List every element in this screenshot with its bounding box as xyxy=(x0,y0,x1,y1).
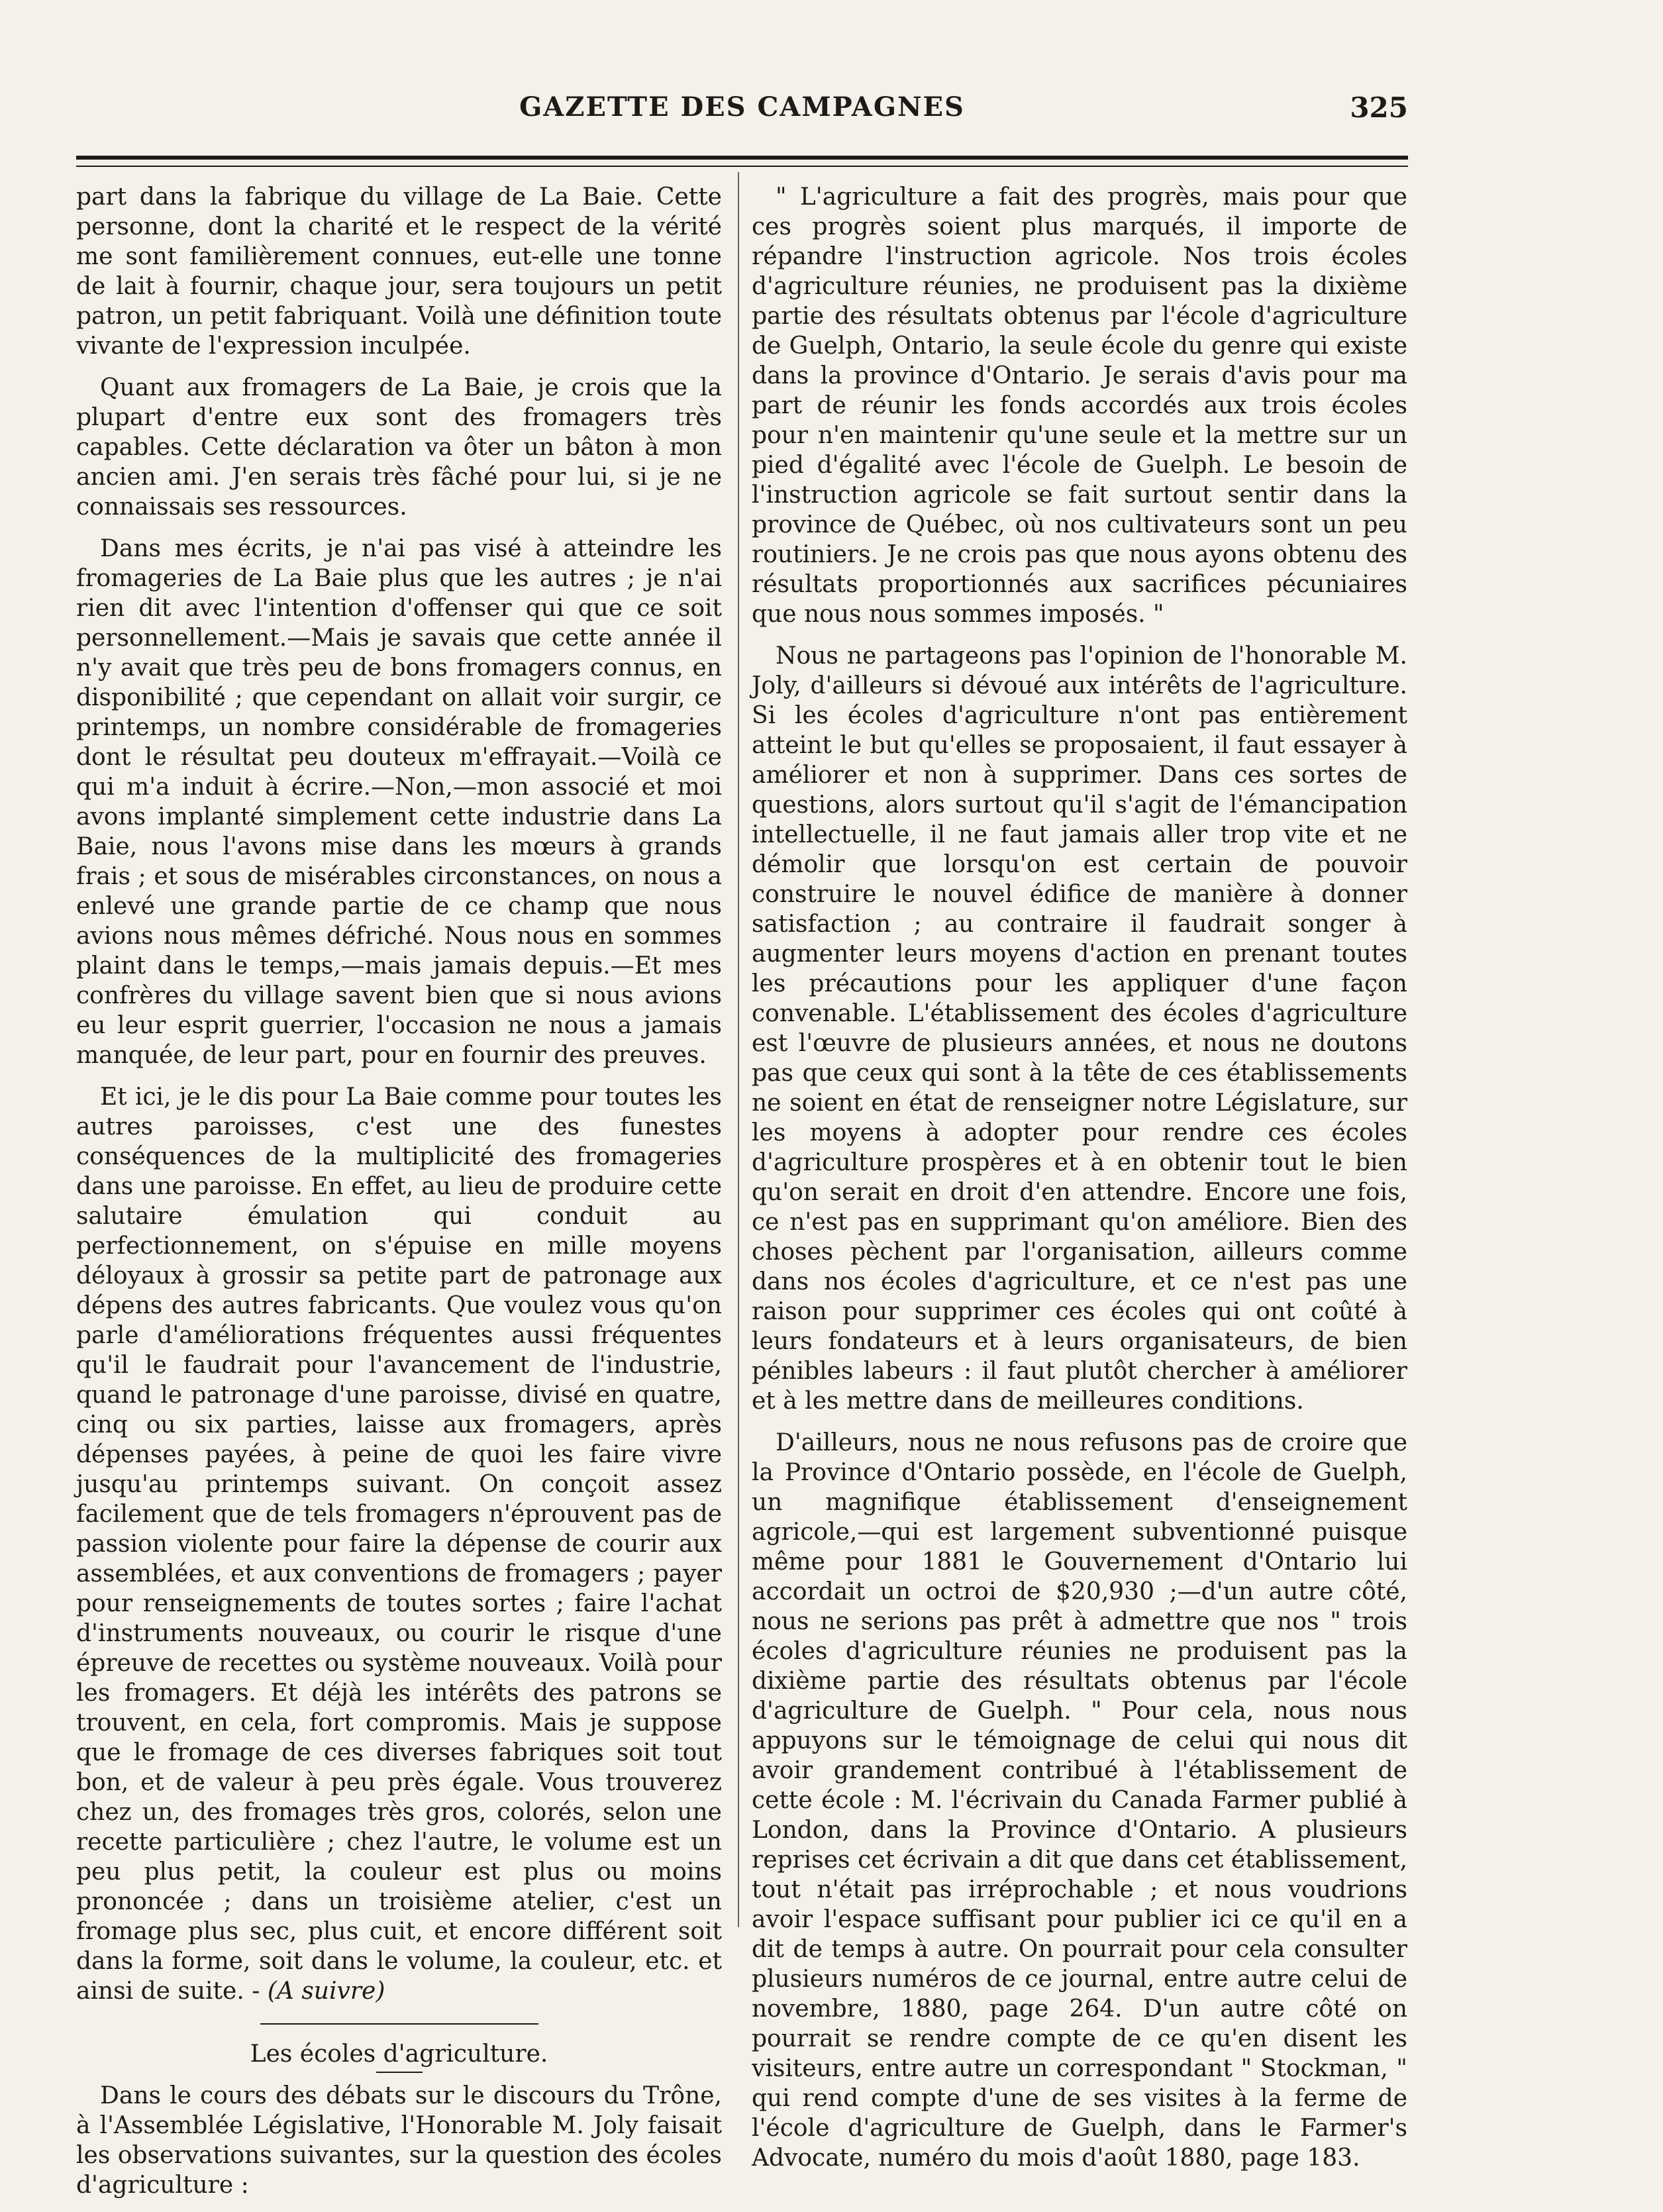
section-heading: Les écoles d'agriculture. xyxy=(250,2040,548,2068)
running-head xyxy=(76,91,1408,131)
section-separator xyxy=(260,2023,538,2025)
right-column xyxy=(752,182,1407,2185)
page-title: GAZETTE DES CAMPAGNES xyxy=(519,91,965,123)
quotation: " L'agriculture a fait des progrès, mais pour que ces progrès soient plus marqués, il importe de répandre l'instruction agricole. Nos trois écoles d'agriculture réunies, ne produisent pas la dixième partie des résultats obtenus par l'école d'agriculture de Guelph, Ontario, la seule école du genre qui existe dans la province d'Ontario. Je serais d'avis pour ma part de réunir les fonds accordés aux trois écoles pour n'en maintenir qu'une seule et la mettre sur un pied d'égalité avec l'école de Guelph. Le besoin de l'instruction agricole se fait surtout sentir dans la province de Québec, où nos cultivateurs sont un peu routiniers. Je ne crois pas que nous ayons obtenu des résultats proportionnés aux sacrifices pécuniaires que nous nous sommes imposés. " xyxy=(752,183,1407,628)
paragraph: part dans la fabrique du village de La Baie. Cette personne, dont la charité et le respect de la vérité me sont familièrement connues, eut-elle une tonne de lait à fournir, chaque jour, sera toujours un petit patron, un petit fabriquant. Voilà une définition toute vivante de l'expression inculpée. xyxy=(76,183,722,360)
paragraph xyxy=(76,1082,722,2006)
paragraph: Quant aux fromagers de La Baie, je crois que la plupart d'entre eux sont des fromagers très capables. Cette déclaration va ôter un bâton à mon ancien ami. J'en serais très fâché pour lui, si je ne connaissais ses ressources. xyxy=(76,374,722,521)
continued-mark: (A suivre) xyxy=(267,1978,385,2005)
column-divider xyxy=(738,172,739,1927)
heading-rule xyxy=(376,2072,423,2073)
paragraph-text: Et ici, je le dis pour La Baie comme pour toutes les autres paroisses, c'est une des funestes conséquences de la multiplicité des fromageries dans une paroisse. En effet, au lieu de produire cette salutaire émulation qui conduit au perfectionnement, on s'épuise en mille moyens déloyaux à grossir sa petite part de patronage aux dépens des autres fabricants. Que voulez vous qu'on parle d'améliorations fréquentes aussi fréquentes qu'il le faudrait pour l'avancement de l'industrie, quand le patronage d'une paroisse, divisé en quatre, cinq ou six parties, laisse aux fromagers, après dépenses payées, à peine de quoi les faire vivre jusqu'au printemps suivant. On conçoit assez facilement que de tels fromagers n'éprouvent pas de passion violente pour faire la dépense de courir aux assemblées, et aux conventions de fromagers ; payer pour renseignements de toutes sortes ; faire l'achat d'instruments nouveaux, ou courir le risque d'une épreuve de recettes ou système nouveaux. Voilà pour les fromagers. Et déjà les intérêts des patrons se trouvent, en cela, fort compromis. Mais je suppose que le fromage de ces diverses fabriques soit tout bon, et de valeur à peu près égale. Vous trouverez chez un, des fromages très gros, colorés, selon une recette particulière ; chez l'autre, le volume est un peu plus petit, la couleur est plus ou moins prononcée ; dans un troisième atelier, c'est un fromage plus sec, plus cuit, et encore différent soit dans la forme, soit dans le volume, la couleur, etc. et ainsi de suite. - xyxy=(76,1083,722,2005)
header-rule-thick xyxy=(76,156,1408,160)
page-number: 325 xyxy=(1350,91,1408,124)
paragraph: D'ailleurs, nous ne nous refusons pas de croire que la Province d'Ontario possède, en l'école de Guelph, un magnifique établissement d'enseignement agricole,—qui est largement subventionné puisque même pour 1881 le Gouvernement d'Ontario lui accordait un octroi de $20,930 ;—d'un autre côté, nous ne serions pas prêt à admettre que nos " trois écoles d'agriculture réunies ne produisent pas la dixième partie des résultats obtenus par l'école d'agriculture de Guelph. " Pour cela, nous nous appuyons sur le témoignage de celui qui nous dit avoir grandement contribué à l'établissement de cette école : M. l'écrivain du Canada Farmer publié à London, dans la Province d'Ontario. A plusieurs reprises cet écrivain a dit que dans cet établissement, tout n'était pas irréprochable ; et nous voudrions avoir l'espace suffisant pour publier ici ce qu'il en a dit de temps à autre. On pourrait pour cela consulter plusieurs numéros de ce journal, entre autre celui de novembre, 1880, page 264. D'un autre côté on pourrait se rendre compte de ce qu'en disent les visiteurs, entre autre un correspondant " Stockman, " qui rend compte d'une de ses visites à la ferme de l'école d'agriculture de Guelph, dans le Farmer's Advocate, numéro du mois d'août 1880, page 183. xyxy=(752,1429,1407,2172)
section-intro: Dans le cours des débats sur le discours du Trône, à l'Assemblée Législative, l'Honorable M. Joly faisait les observations suivantes, sur la question des écoles d'agriculture : xyxy=(76,2082,722,2199)
left-column xyxy=(76,182,722,2212)
header-rule-thin xyxy=(76,166,1408,167)
paragraph: Dans mes écrits, je n'ai pas visé à atteindre les fromageries de La Baie plus que les autres ; je n'ai rien dit avec l'intention d'offenser qui que ce soit personnellement.—Mais je savais que cette année il n'y avait que très peu de bons fromagers connus, en disponibilité ; que cependant on allait voir surgir, ce printemps, un nombre considérable de fromageries dont le résultat peu douteux m'effrayait.—Voilà ce qui m'a induit à écrire.—Non,—mon associé et moi avons implanté simplement cette industrie dans La Baie, nous l'avons mise dans les mœurs à grands frais ; et sous de misérables circonstances, on nous a enlevé une grande partie de ce champ que nous avions nous mêmes défriché. Nous nous en sommes plaint dans le temps,—mais jamais depuis.—Et mes confrères du village savent bien que si nous avions eu leur esprit guerrier, l'occasion ne nous a jamais manquée, de leur part, pour en fournir des preuves. xyxy=(76,535,722,1069)
paragraph: Nous ne partageons pas l'opinion de l'honorable M. Joly, d'ailleurs si dévoué aux intérêts de l'agriculture. Si les écoles d'agriculture n'ont pas entièrement atteint le but qu'elles se proposaient, il faut essayer à améliorer et non à supprimer. Dans ces sortes de questions, alors surtout qu'il s'agit de l'émancipation intellectuelle, il ne faut jamais aller trop vite et ne démolir que lorsqu'on est certain de pouvoir construire le nouvel édifice de manière à donner satisfaction ; au contraire il faudrait songer à augmenter leurs moyens d'action en prenant toutes les précautions pour les appliquer d'une façon convenable. L'établissement des écoles d'agriculture est l'œuvre de plusieurs années, et nous ne doutons pas que ceux qui sont à la tête de ces établissements ne soient en état de renseigner notre Législature, sur les moyens à adopter pour rendre ces écoles d'agriculture prospères et à en obtenir tout le bien qu'on serait en droit d'en attendre. Encore une fois, ce n'est pas en supprimant qu'on améliore. Bien des choses pèchent par l'organisation, ailleurs comme dans nos écoles d'agriculture, et ce n'est pas une raison pour supprimer ces écoles qui ont coûté à leurs fondateurs et à leurs organisateurs, de bien pénibles labeurs : il faut plutôt chercher à améliorer et à les mettre dans de meilleures conditions. xyxy=(752,642,1407,1415)
